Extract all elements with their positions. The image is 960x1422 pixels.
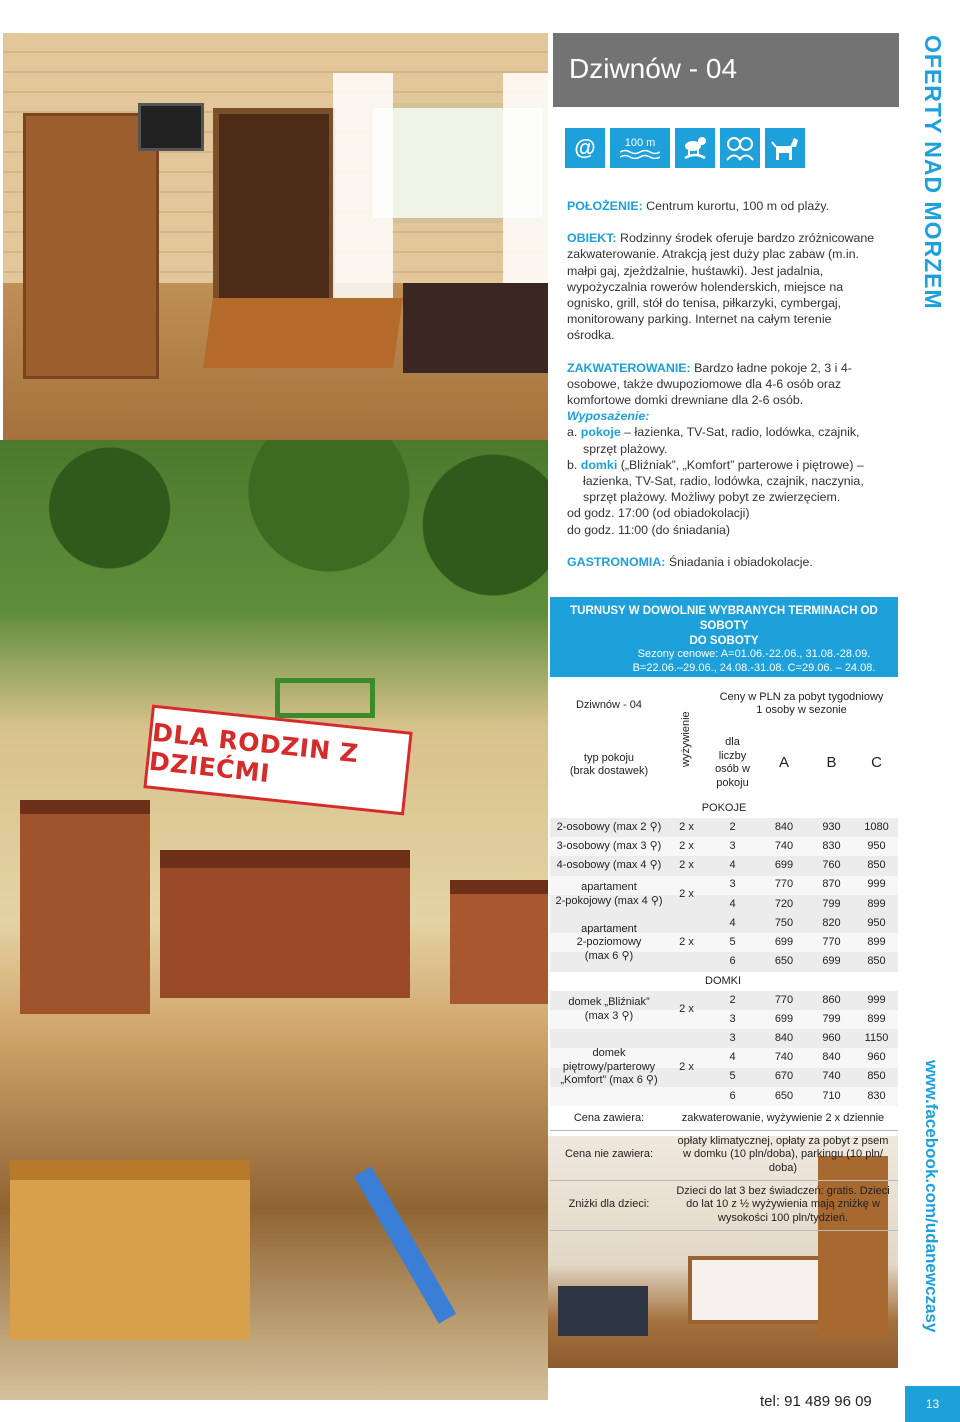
room-row-1-type: 3-osobowy (max 3 ⚲) — [556, 840, 662, 853]
room-row-0-price-c: 1080 — [864, 820, 889, 833]
aptlvl-row-2-price-c: 850 — [867, 955, 886, 968]
section-rooms: POKOJE — [701, 802, 747, 814]
komf-row-2-price-a: 670 — [774, 1070, 794, 1083]
room-row-1-price-a: 740 — [774, 840, 794, 853]
apt2-row-1-price-b: 799 — [822, 897, 841, 910]
title-banner — [553, 33, 899, 107]
price-table — [550, 680, 898, 1224]
at-icon: @ — [565, 128, 605, 168]
playground-icon — [675, 128, 715, 168]
bliz-row-meals: 2 x — [679, 1003, 694, 1016]
price-excludes-label: Cena nie zawiera: — [564, 1148, 654, 1161]
checkin-time: od godz. 17:00 (od obiadokolacji) — [567, 506, 750, 521]
bliz-row-0-persons: 2 — [729, 993, 736, 1006]
object-paragraph: OBIEKT: Rodzinny środek oferuje bardzo zróżnicowane zakwaterowanie. Atrakcją jest duży plac zabaw (m.in. małpi gaj, zjeżdżalnie, huśtawki). Jest jadalnia, wypożyczalnia rowerów holenderskich, miejsce na ognisko, grill, stół do tenisa, piłkarzyki, cymbergaj, monitorowany parking. Internet na całym terenie ośrodka. — [567, 231, 875, 343]
header-room-type: typ pokoju (brak dostawek) — [569, 751, 649, 777]
komf-row-2-price-b: 740 — [822, 1070, 841, 1083]
room-row-2-persons: 4 — [729, 859, 736, 872]
header-season-a: A — [778, 754, 789, 772]
apt2-row-1-price-c: 899 — [867, 897, 886, 910]
turnusy-banner: TURNUSY W DOWOLNIE WYBRANYCH TERMINACH OD SOBOTY DO SOBOTY — [550, 597, 898, 647]
apt2-row-meals: 2 x — [679, 888, 694, 901]
amenity-icons — [565, 128, 805, 168]
komf-row-type: domek piętrowy/parterowy „Komfort” (max 6 ⚲) — [560, 1047, 658, 1087]
phone-number: tel: 91 489 96 09 — [760, 1393, 872, 1410]
price-includes-text: zakwaterowanie, wyżywienie 2 x dziennie — [681, 1112, 885, 1125]
section-cabins: DOMKI — [705, 975, 742, 988]
bliz-row-0-price-c: 999 — [867, 993, 886, 1006]
komf-row-1-price-c: 960 — [867, 1051, 886, 1064]
aptlvl-row-0-price-b: 820 — [822, 916, 841, 929]
bliz-row-type: domek „Bliźniak” (max 3 ⚲) — [568, 996, 650, 1022]
dog-icon — [765, 128, 805, 168]
stamp-text: DLA RODZIN Z DZIEĆMI — [147, 717, 360, 789]
room-row-2-price-c: 850 — [867, 859, 886, 872]
aptlvl-row-0-persons: 4 — [729, 916, 736, 929]
child-discounts-text: Dzieci do lat 3 bez świadczeń: gratis. Dzieci do lat 10 z ½ wyżywienia mają zniżkę w wysokości 100 pln/tydzień. — [676, 1184, 890, 1224]
equipment-item-b: b. domki („Bliźniak”, „Komfort” parterowe i piętrowe) – łazienka, TV-Sat, radio, lodówka, czajnik, naczynia, sprzęt plażowy. Możliwy pobyt ze zwierzęciem. — [567, 457, 864, 505]
apt2-row-0-price-b: 870 — [822, 878, 841, 891]
room-row-0-meals: 2 x — [679, 820, 694, 833]
room-row-2-type: 4-osobowy (max 4 ⚲) — [556, 859, 662, 872]
komf-row-3-persons: 6 — [729, 1089, 736, 1102]
aptlvl-row-2-price-b: 699 — [822, 955, 841, 968]
bliz-row-1-price-b: 799 — [822, 1012, 841, 1025]
aptlvl-row-1-price-c: 899 — [867, 936, 886, 949]
price-includes-label: Cena zawiera: — [573, 1112, 645, 1125]
equipment-item-a: a. pokoje – łazienka, TV-Sat, radio, lodówka, czajnik, sprzęt plażowy. — [567, 425, 860, 456]
child-discounts-divider — [550, 1230, 898, 1231]
page-number: 13 — [905, 1386, 960, 1422]
facebook-link[interactable]: www.facebook.com/udanewczasy — [922, 1060, 941, 1333]
komf-row-0-persons: 3 — [729, 1032, 736, 1045]
komf-row-2-price-c: 850 — [867, 1070, 886, 1083]
apt2-row-0-persons: 3 — [729, 878, 736, 891]
equipment-heading: Wyposażenie: — [567, 409, 650, 424]
bliz-row-1-price-c: 899 — [867, 1012, 886, 1025]
apt2-row-0-price-c: 999 — [867, 878, 886, 891]
apt2-row-type: apartament 2-pokojowy (max 4 ⚲) — [555, 881, 663, 907]
checkout-time: do godz. 11:00 (do śniadania) — [567, 522, 731, 537]
gastronomy-paragraph: GASTRONOMIA: Śniadania i obiadokolacje. — [567, 554, 813, 569]
room-row-0-price-b: 930 — [822, 820, 841, 833]
komf-row-1-persons: 4 — [729, 1051, 736, 1064]
aptlvl-row-0-price-a: 750 — [774, 916, 794, 929]
aptlvl-row-1-price-a: 699 — [774, 936, 794, 949]
room-row-1-price-b: 830 — [822, 840, 841, 853]
bliz-row-1-price-a: 699 — [774, 1012, 794, 1025]
room-row-2-meals: 2 x — [679, 859, 694, 872]
side-title: OFERTY NAD MORZEM — [920, 35, 946, 310]
room-row-2-price-b: 760 — [822, 859, 841, 872]
aptlvl-row-1-persons: 5 — [729, 936, 736, 949]
aptlvl-row-meals: 2 x — [679, 936, 694, 949]
playground-photo — [0, 440, 548, 1400]
room-row-0-persons: 2 — [729, 820, 736, 833]
room-row-0-price-a: 840 — [774, 820, 794, 833]
page-title: Dziwnów - 04 — [569, 53, 738, 84]
komf-row-1-price-b: 840 — [822, 1051, 841, 1064]
header-persons: dla liczby osób w pokoju — [715, 736, 750, 789]
header-prices: Ceny w PLN za pobyt tygodniowy 1 osoby w sezonie — [719, 690, 884, 716]
price-seasons: Sezony cenowe: A=01.06.-22.06., 31.08.-28.09. B=22.06.–29.06., 24.08.-31.08. C=29.06. – 24.08. — [550, 647, 898, 677]
bliz-row-0-price-b: 860 — [822, 993, 841, 1006]
komf-row-3-price-b: 710 — [822, 1089, 841, 1102]
aptlvl-row-type: apartament 2-poziomowy (max 6 ⚲) — [576, 922, 642, 962]
apt2-row-1-price-a: 720 — [774, 897, 794, 910]
komf-row-0-price-a: 840 — [774, 1032, 794, 1045]
price-excludes-text: opłaty klimatycznej, opłaty za pobyt z psem w domku (10 pln/doba), parkingu (10 pln/ doba) — [677, 1134, 889, 1174]
header-season-b: B — [826, 754, 837, 772]
komf-row-0-price-c: 1150 — [864, 1032, 889, 1045]
komf-row-3-price-a: 650 — [774, 1089, 794, 1102]
child-discounts-label: Zniżki dla dzieci: — [568, 1198, 650, 1211]
aptlvl-row-0-price-c: 950 — [867, 916, 886, 929]
bliz-row-0-price-a: 770 — [774, 993, 794, 1006]
room-row-1-price-c: 950 — [867, 840, 886, 853]
room-row-1-persons: 3 — [729, 840, 736, 853]
offer-description — [567, 198, 879, 586]
header-object-name: Dziwnów - 04 — [575, 699, 643, 712]
beach-distance-icon: 100 m — [610, 128, 670, 168]
family-icon — [720, 128, 760, 168]
aptlvl-row-2-price-a: 650 — [774, 955, 794, 968]
location-paragraph: POŁOŻENIE: Centrum kurortu, 100 m od plaży. — [567, 199, 830, 213]
komf-row-3-price-c: 830 — [867, 1089, 886, 1102]
apt2-row-1-persons: 4 — [729, 897, 736, 910]
komf-row-2-persons: 5 — [729, 1070, 736, 1083]
komf-row-meals: 2 x — [679, 1060, 694, 1073]
accommodation-paragraph: ZAKWATEROWANIE: Bardzo ładne pokoje 2, 3 i 4-osobowe, także dwupoziomowe dla 4-6 osób oraz komfortowe domki drewniane dla 2-6 osób. — [567, 360, 852, 408]
komf-row-0-price-b: 960 — [822, 1032, 841, 1045]
room-row-2-price-a: 699 — [774, 859, 794, 872]
header-meals: wyżywienie — [679, 711, 692, 767]
komf-row-1-price-a: 740 — [774, 1051, 794, 1064]
header-season-c: C — [871, 754, 882, 772]
room-row-0-type: 2-osobowy (max 2 ⚲) — [556, 820, 662, 833]
bliz-row-1-persons: 3 — [729, 1012, 736, 1025]
aptlvl-row-2-persons: 6 — [729, 955, 736, 968]
apt2-row-0-price-a: 770 — [774, 878, 794, 891]
room-row-1-meals: 2 x — [679, 840, 694, 853]
aptlvl-row-1-price-b: 770 — [822, 936, 841, 949]
